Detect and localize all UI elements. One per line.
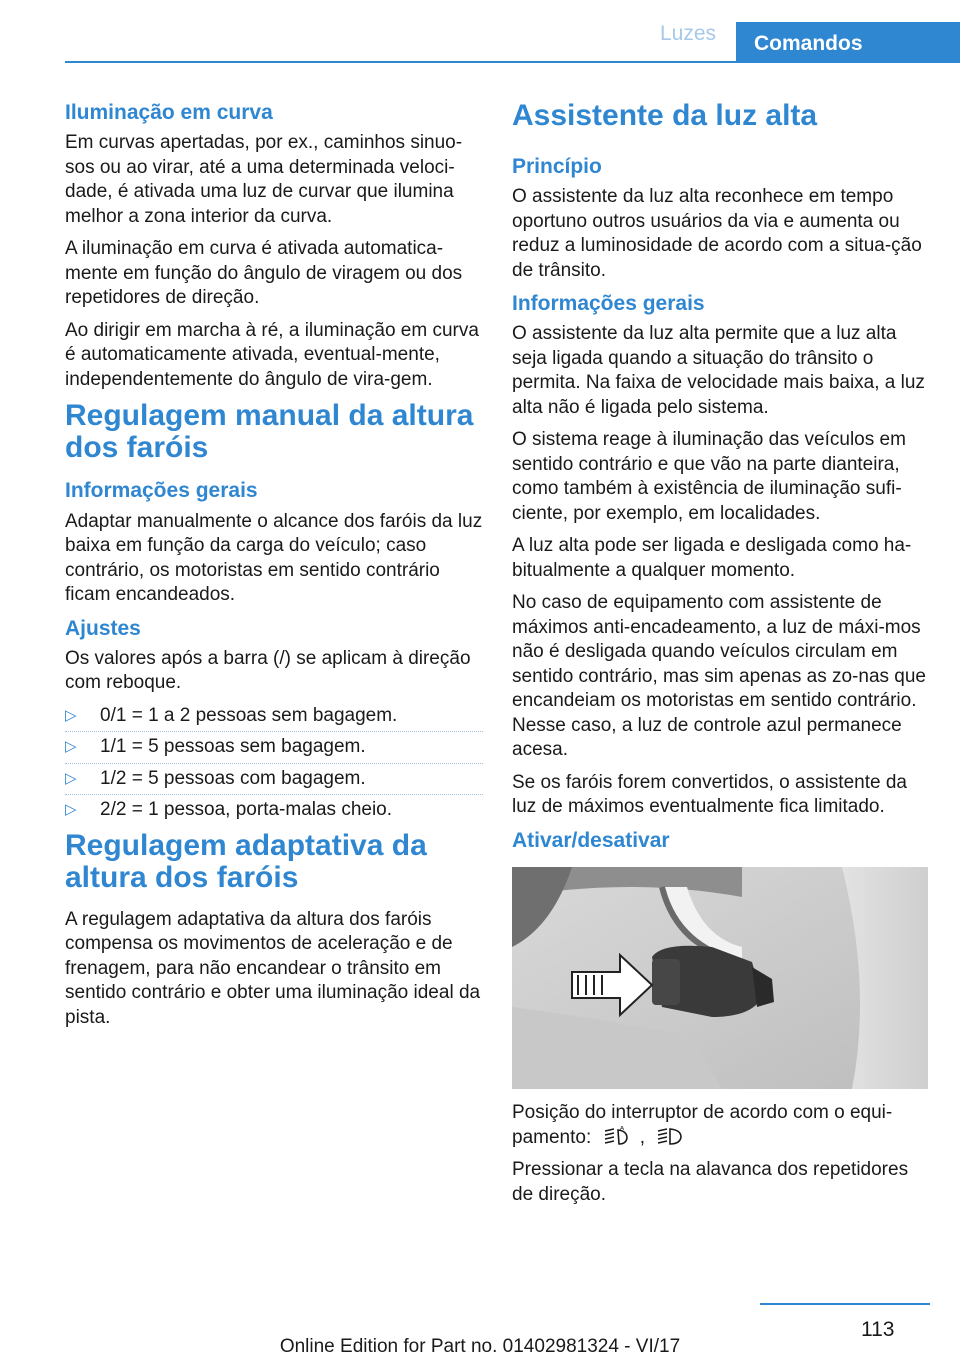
- high-beam-icon: [656, 1126, 682, 1146]
- manual-general-info-heading: Informações gerais: [65, 479, 258, 503]
- triangle-bullet-icon: ▷: [65, 769, 77, 787]
- triangle-bullet-icon: ▷: [65, 801, 77, 819]
- footer-rule: [760, 1303, 930, 1305]
- curve-lighting-heading: Iluminação em curva: [65, 101, 273, 124]
- header-rule: [65, 61, 960, 63]
- list-item: ▷ 1/1 = 5 pessoas sem bagagem.: [65, 735, 483, 767]
- page-number: 113: [861, 1318, 895, 1341]
- settings-heading: Ajustes: [65, 616, 141, 640]
- settings-paragraph: Os valores após a barra (/) se aplicam à direção com reboque.: [65, 647, 471, 694]
- high-beam-assist-icon: [603, 1126, 629, 1146]
- info-paragraph-5: Se os faróis forem convertidos, o assistente da luz de máximos eventualmente fica limitado.: [512, 771, 907, 818]
- general-info-heading: Informações gerais: [512, 292, 705, 316]
- page-header: [0, 0, 960, 62]
- manual-headlight-range-heading: Regulagem manual da altura dos faróis: [65, 399, 474, 465]
- high-beam-assistant-heading: Assistente da luz alta: [512, 99, 818, 132]
- curve-paragraph-2: A iluminação em curva é ativada automatica‐mente em função do ângulo de viragem ou dos repetidores de direção.: [65, 238, 463, 309]
- info-paragraph-2: O sistema reage à iluminação das veículos em sentido contrário e que vão na parte dianteira, como também à existência de iluminação sufi‐ciente, por exemplo, em localidades.: [512, 429, 906, 524]
- principle-heading: Princípio: [512, 155, 602, 179]
- right-column: [512, 100, 928, 1215]
- chapter-tab-comandos: Comandos: [736, 22, 960, 62]
- curve-paragraph-1: Em curvas apertadas, por ex., caminhos sinuo‐sos ou ao virar, até a uma determinada veloci‐dade, é ativada uma luz de curvar que ilumina melhor a zona interior da curva.: [65, 132, 463, 227]
- left-column: [65, 100, 483, 1038]
- manual-info-paragraph: Adaptar manualmente o alcance dos faróis da luz baixa em função da carga do veículo; caso contrário, os motoristas em sentido contrário ficam encandeados.: [65, 510, 483, 606]
- section-tab-luzes: Luzes: [660, 22, 717, 45]
- svg-text:A: A: [619, 1125, 624, 1132]
- edition-footer: Online Edition for Part no. 01402981324 - VI/17: [279, 1336, 681, 1357]
- activate-deactivate-heading: Ativar/desativar: [512, 828, 670, 852]
- adaptive-paragraph: A regulagem adaptativa da altura dos faróis compensa os movimentos de aceleração e de frenagem, para não encandear o trânsito em sentido contrário e obter uma iluminação ideal da pista.: [65, 908, 481, 1028]
- triangle-bullet-icon: ▷: [65, 738, 77, 756]
- switch-position-caption: Posição do interruptor de acordo com o equi‐pamento: A ,: [512, 1102, 893, 1148]
- turn-signal-lever-photo: [512, 867, 928, 1089]
- adaptive-headlight-range-heading: Regulagem adaptativa da altura dos faróis: [65, 828, 427, 894]
- settings-list: [65, 704, 483, 830]
- list-item: ▷ 1/2 = 5 pessoas com bagagem.: [65, 767, 483, 799]
- curve-paragraph-3: Ao dirigir em marcha à ré, a iluminação em curva é automaticamente ativada, eventual‐mente, independentemente do ângulo de vira‐gem.: [65, 319, 479, 390]
- list-item: ▷ 2/2 = 1 pessoa, porta-malas cheio.: [65, 798, 483, 830]
- list-item: ▷ 0/1 = 1 a 2 pessoas sem bagagem.: [65, 704, 483, 736]
- info-paragraph-3: A luz alta pode ser ligada e desligada como ha‐bitualmente a qualquer momento.: [512, 535, 912, 581]
- info-paragraph-1: O assistente da luz alta permite que a luz alta seja ligada quando a situação do trânsito o permita. Na faixa de velocidade mais baixa, a luz alta não é ligada pelo sistema.: [512, 323, 925, 418]
- press-button-paragraph: Pressionar a tecla na alavanca dos repetidores de direção.: [512, 1159, 909, 1205]
- triangle-bullet-icon: ▷: [65, 706, 77, 724]
- principle-paragraph: O assistente da luz alta reconhece em tempo oportuno outros usuários da via e aumenta ou reduz a luminosidade de acordo com a situa‐ção de trânsito.: [512, 186, 922, 281]
- info-paragraph-4: No caso de equipamento com assistente de máximos anti-encadeamento, a luz de máxi‐mos não é desligada quando veículos circulam em sentido contrário, mas sim apenas as zo‐nas que encandeiam os motoristas em sentido contrário. Nesse caso, a luz de controle azul permanece acesa.: [512, 592, 926, 761]
